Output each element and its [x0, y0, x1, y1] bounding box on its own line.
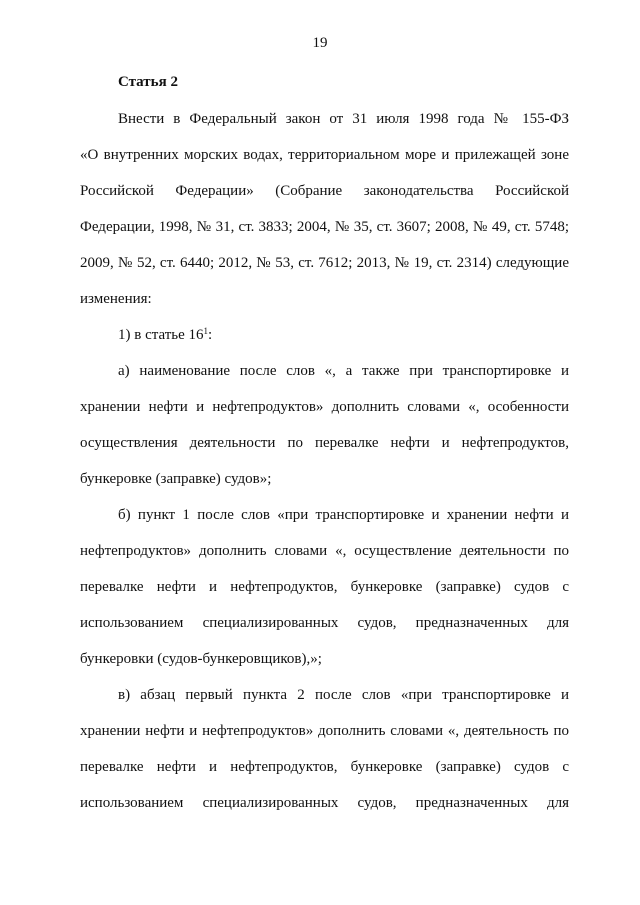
- text-line: хранении нефти и нефтепродуктов» дополнить словами «, деятельность по: [80, 723, 569, 739]
- list-item-heading: [118, 326, 212, 344]
- text-line: 1) в статье 16: [118, 327, 204, 343]
- text-line: «О внутренних морских водах, территориальном море и прилежащей зоне: [80, 147, 569, 163]
- text-line: 2009, № 52, ст. 6440; 2012, № 53, ст. 7612; 2013, № 19, ст. 2314) следующие: [80, 255, 569, 271]
- text-line: бункеровки (судов-бункеровщиков),»;: [80, 651, 322, 667]
- text-line: использованием специализированных судов, предназначенных для: [80, 795, 569, 811]
- text-line: бункеровке (заправке) судов»;: [80, 471, 272, 487]
- text-line: перевалке нефти и нефтепродуктов, бункеровке (заправке) судов с: [80, 579, 569, 595]
- text-line: нефтепродуктов» дополнить словами «, осуществление деятельности по: [80, 543, 569, 559]
- page-number: 19: [312, 35, 328, 51]
- text-line: в) абзац первый пункта 2 после слов «при транспортировке и: [118, 687, 569, 703]
- text-line: хранении нефти и нефтепродуктов» дополнить словами «, особенности: [80, 399, 569, 415]
- text-line: а) наименование после слов «, а также при транспортировке и: [118, 363, 569, 379]
- text-line: использованием специализированных судов, предназначенных для: [80, 615, 569, 631]
- text-line: Внести в Федеральный закон от 31 июля 1998 года № 155-ФЗ: [118, 111, 569, 127]
- text-suffix: :: [208, 327, 213, 343]
- article-title: Статья 2: [118, 74, 178, 90]
- superscript: 1: [203, 326, 209, 336]
- text-line: б) пункт 1 после слов «при транспортировке и хранении нефти и: [118, 507, 569, 523]
- text-line: Федерации, 1998, № 31, ст. 3833; 2004, № 35, ст. 3607; 2008, № 49, ст. 5748;: [80, 219, 569, 235]
- text-line: перевалке нефти и нефтепродуктов, бункеровке (заправке) судов с: [80, 759, 569, 775]
- text-line: осуществления деятельности по перевалке нефти и нефтепродуктов,: [80, 435, 569, 451]
- text-line: изменения:: [80, 291, 152, 307]
- text-line: Российской Федерации» (Собрание законодательства Российской: [80, 183, 569, 199]
